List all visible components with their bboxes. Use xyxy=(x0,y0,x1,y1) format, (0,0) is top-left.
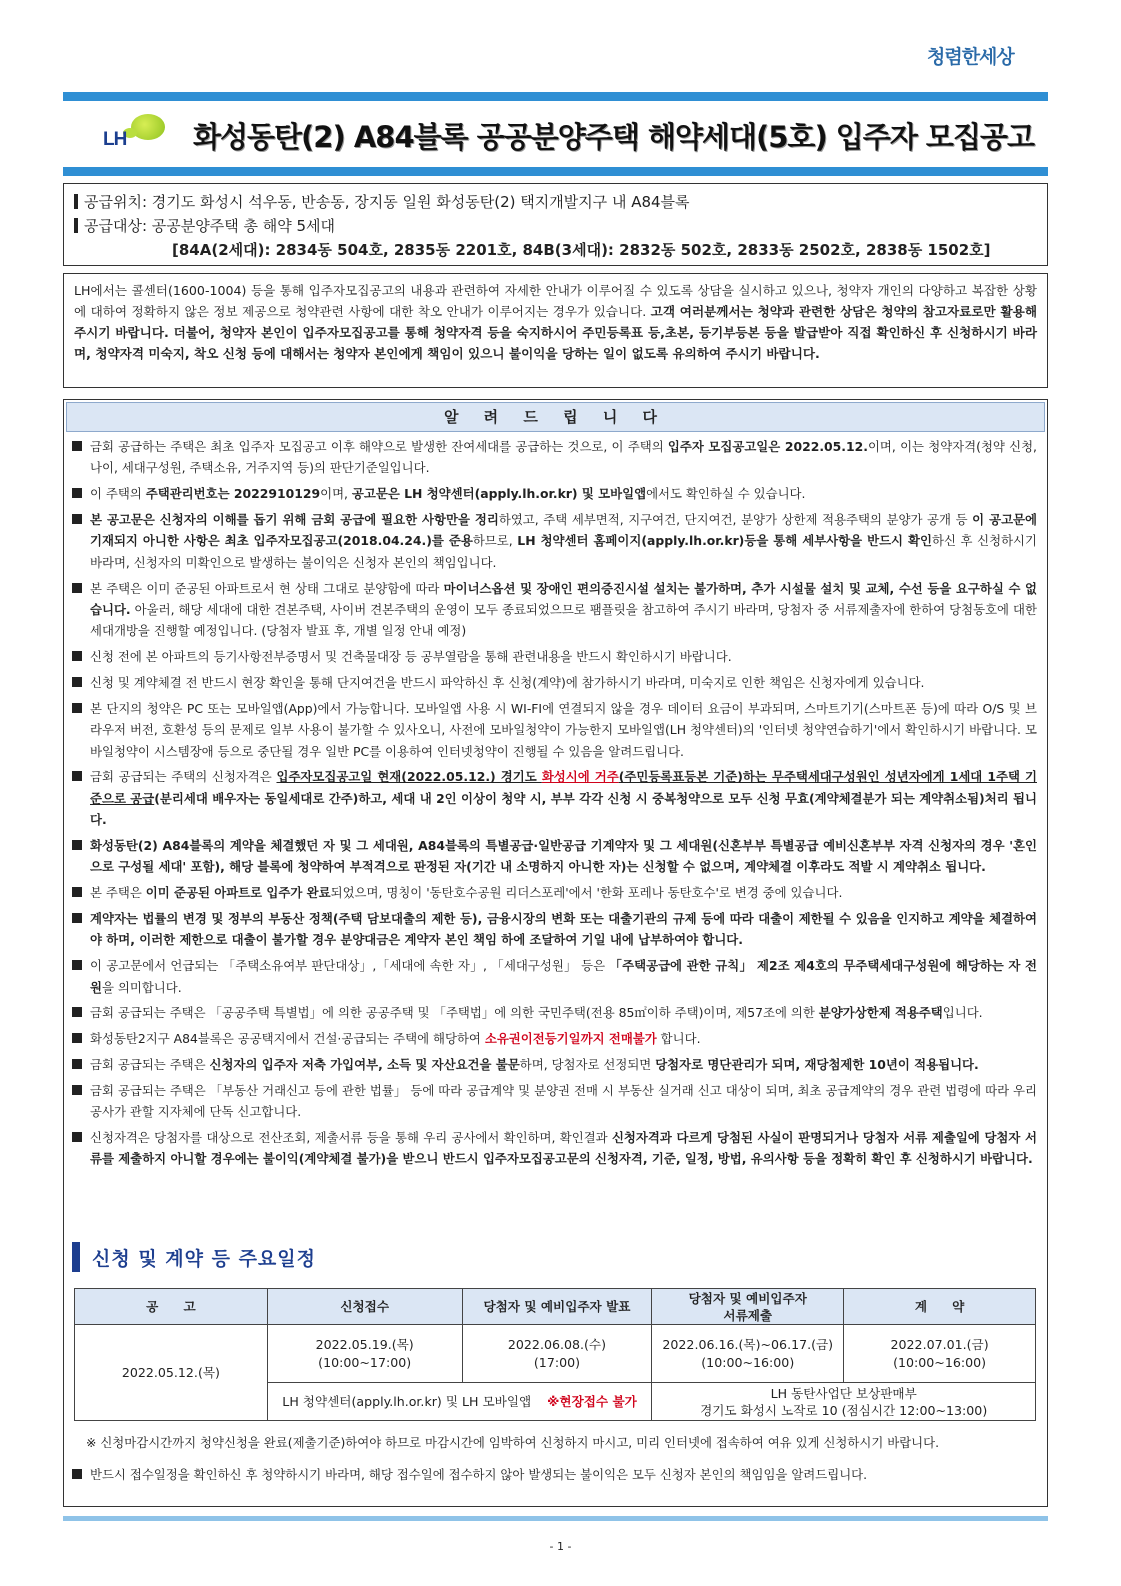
page-number: - 1 - xyxy=(549,1540,572,1553)
square-bullet-icon xyxy=(74,194,78,209)
footer-bar xyxy=(63,1516,1048,1521)
table-row: 2022.05.12.(목) 2022.05.19.(목) (10:00~17:00) 2022.06.08.(수) (17:00) 2022.06.16.(목)~06.17.(금) (10:00~16:00) 2022.07.01.(금) (10:00~16:00) xyxy=(75,1325,1036,1383)
square-bullet-icon xyxy=(72,703,82,713)
list-item: 이 주택의 주택관리번호는 2022910129이며, 공고문은 LH 청약센터(apply.lh.or.kr) 및 모바일앱에서도 확인하실 수 있습니다. xyxy=(72,483,1037,504)
list-item: 계약자는 법률의 변경 및 정부의 부동산 정책(주택 담보대출의 제한 등), 금융시장의 변화 또는 대출기관의 규제 등에 따라 대출이 제한될 수 있음을 인지하고 계약을 체결하여야 하며, 이러한 제한으로 대출이 불가할 경우 분양대금은 계약자 본인 책임 하에 조달하여 기일 내에 납부하여야 합니다. xyxy=(72,908,1037,951)
list-item: 화성동탄(2) A84블록의 계약을 체결했던 자 및 그 세대원, A84블록의 특별공급·일반공급 기계약자 및 그 세대원(신혼부부 특별공급 예비신혼부부 자격 신청자의 경우 '혼인으로 구성될 세대' 포함), 해당 블록에 청약하여 부적격으로 판정된 자(기간 내 소명하지 아니한 자)는 신청할 수 없으며, 계약체결 이후라도 적발 시 계약취소 됩니다. xyxy=(72,835,1037,878)
square-bullet-icon xyxy=(72,441,82,451)
square-bullet-icon xyxy=(72,677,82,687)
square-bullet-icon xyxy=(72,1085,82,1095)
list-item: 금회 공급하는 주택은 최초 입주자 모집공고 이후 해약으로 발생한 잔여세대를 공급하는 것으로, 이 주택의 입주자 모집공고일은 2022.05.12.이며, 이는 청약자격(청약 신청, 나이, 세대구성원, 주택소유, 거주지역 등)의 판단기준일입니다. xyxy=(72,436,1037,479)
square-bullet-icon xyxy=(72,1033,82,1043)
supply-target: 공급대상: 공공분양주택 총 해약 5세대 xyxy=(84,217,336,235)
list-item: 본 주택은 이미 준공된 아파트로서 현 상태 그대로 분양함에 따라 마이너스옵션 및 장애인 편의증진시설 설치는 불가하며, 추가 시설물 설치 및 교체, 수선 등을 요구하실 수 없습니다. 아울러, 해당 세대에 대한 견본주택, 사이버 견본주택의 운영이 모두 종료되었으므로 팸플릿을 참고하여 주시기 바라며, 당첨자 중 서류제출자에 한하여 당첨동호에 대한 세대개방을 진행할 예정입니다. (당첨자 발표 후, 개별 일정 안내 예정) xyxy=(72,578,1037,642)
list-item: 본 단지의 청약은 PC 또는 모바일앱(App)에서 가능합니다. 모바일앱 사용 시 WI-FI에 연결되지 않을 경우 데이터 요금이 부과되며, 스마트기기(스마트폰 등)에 따라 O/S 및 브라우저 버전, 호환성 등의 문제로 일부 사용이 불가할 수 있사오니, 사전에 모바일청약이 가능한지 모바일앱(LH 청약센터)의 '인터넷 청약연습하기'에서 확인하시기 바랍니다. 모바일청약이 시스템장애 등으로 중단될 경우 일반 PC를 이용하여 인터넷청약이 진행될 수 있음을 알려드립니다. xyxy=(72,698,1037,762)
square-bullet-icon xyxy=(72,887,82,897)
notice-heading: 알 려 드 립 니 다 xyxy=(66,402,1045,432)
square-bullet-icon xyxy=(74,218,78,233)
list-item: 신청 전에 본 아파트의 등기사항전부증명서 및 건축물대장 등 공부열람을 통해 관련내용을 반드시 확인하시기 바랍니다. xyxy=(72,646,1037,667)
square-bullet-icon xyxy=(72,771,82,781)
header-top-bar xyxy=(63,92,1048,101)
supply-location: 공급위치: 경기도 화성시 석우동, 반송동, 장지동 일원 화성동탄(2) 택지개발지구 내 A84블록 xyxy=(84,193,690,211)
schedule-heading: 신청 및 계약 등 주요일정 xyxy=(72,1241,316,1273)
square-bullet-icon xyxy=(72,514,82,524)
list-item: 반드시 접수일정을 확인하신 후 청약하시기 바라며, 해당 접수일에 접수하지 않아 발생되는 불이익은 모두 신청자 본인의 책임임을 알려드립니다. xyxy=(72,1464,1037,1485)
square-bullet-icon xyxy=(72,1469,82,1479)
square-bullet-icon xyxy=(72,1007,82,1017)
list-item: 신청 및 계약체결 전 반드시 현장 확인을 통해 단지여건을 반드시 파악하신 후 신청(계약)에 참가하시기 바라며, 미숙지로 인한 책임은 신청자에게 있습니다. xyxy=(72,672,1037,693)
brand-logo: 청렴한세상 xyxy=(927,46,1014,68)
notice-panel xyxy=(63,399,1048,1507)
schedule-footnote: ※ 신청마감시간까지 청약신청을 완료(제출기준)하여야 하므로 마감시간에 임박하여 신청하지 마시고, 미리 인터넷에 접속하여 여유 있게 신청하시기 바랍니다. xyxy=(86,1435,940,1450)
square-bullet-icon xyxy=(72,960,82,970)
square-bullet-icon xyxy=(72,840,82,850)
supply-units: [84A(2세대): 2834동 504호, 2835동 2201호, 84B(3세대): 2832동 502호, 2833동 2502호, 2838동 1502호] xyxy=(172,241,991,259)
square-bullet-icon xyxy=(72,583,82,593)
list-item: 금회 공급되는 주택의 신청자격은 입주자모집공고일 현재(2022.05.12.) 경기도 화성시에 거주(주민등록표등본 기준)하는 무주택세대구성원인 성년자에게 1세대 1주택 기준으로 공급(분리세대 배우자는 동일세대로 간주)하고, 세대 내 2인 이상이 청약 시, 부부 각각 신청 시 중복청약으로 모두 신청 무효(계약체결분가 되는 계약취소됨)처리 됩니다. xyxy=(72,766,1037,830)
square-bullet-icon xyxy=(72,651,82,661)
supply-info-box xyxy=(63,183,1048,266)
table-row: LH 청약센터(apply.lh.or.kr) 및 LH 모바일앱 ※현장접수 불가 LH 동탄사업단 보상판매부 경기도 화성시 노작로 10 (점심시간 12:00~13:00) xyxy=(75,1383,1036,1421)
square-bullet-icon xyxy=(72,1132,82,1142)
list-item: 금회 공급되는 주택은 신청자의 입주자 저축 가입여부, 소득 및 자산요건을 불문하며, 당첨자로 선정되면 당첨자로 명단관리가 되며, 재당첨제한 10년이 적용됩니다. xyxy=(72,1054,1037,1075)
lh-logo: LH xyxy=(101,110,193,160)
page-title: 화성동탄(2) A84블록 공공분양주택 해약세대(5호) 입주자 모집공고 xyxy=(193,119,1034,154)
list-item: 이 공고문에서 언급되는 「주택소유여부 판단대상」,「세대에 속한 자」, 「세대구성원」 등은 「주택공급에 관한 규칙」 제2조 제4호의 무주택세대구성원에 해당하는 자 전원을 의미합니다. xyxy=(72,955,1037,998)
square-bullet-icon xyxy=(72,1059,82,1069)
list-item: 신청자격은 당첨자를 대상으로 전산조회, 제출서류 등을 통해 우리 공사에서 확인하며, 확인결과 신청자격과 다르게 당첨된 사실이 판명되거나 당첨자 서류 제출일에 당첨자 서류를 제출하지 아니할 경우에는 불이익(계약체결 불가)을 받으니 반드시 입주자모집공고문의 신청자격, 기준, 일정, 방법, 유의사항 등을 정확히 확인 후 신청하시기 바랍니다. xyxy=(72,1127,1037,1170)
square-bullet-icon xyxy=(72,488,82,498)
intro-notice: LH에서는 콜센터(1600-1004) 등을 통해 입주자모집공고의 내용과 관련하여 자세한 안내가 이루어질 수 있도록 상담을 실시하고 있으나, 청약자 개인의 다양하고 복잡한 상황에 대하여 정확하지 않은 정보 제공으로 청약관련 사항에 대한 착오 안내가 이루어지는 경우가 있습니다. 고객 여러분께서는 청약과 관련한 상담은 청약의 참고자료로만 활용해 주시기 바랍니다. 더불어, 청약자 본인이 입주자모집공고를 통해 청약자격 등을 숙지하시어 주민등록표 등,초본, 등기부등본 등을 발급받아 직접 확인하신 후 신청하시기 바라며, 청약자격 미숙지, 착오 신청 등에 대해서는 청약자 본인에게 책임이 있으니 불이익을 당하는 일이 없도록 유의하여 주시기 바랍니다. xyxy=(63,273,1048,388)
table-row: 공 고 신청접수 당첨자 및 예비입주자 발표 당첨자 및 예비입주자 서류제출 계 약 xyxy=(75,1289,1036,1325)
heading-bar-icon xyxy=(72,1242,80,1272)
notice-list xyxy=(72,436,1037,1174)
title-row xyxy=(63,106,1048,164)
list-item: 화성동탄2지구 A84블록은 공공택지에서 건설·공급되는 주택에 해당하여 소유권이전등기일까지 전매불가 합니다. xyxy=(72,1028,1037,1049)
list-item: 본 공고문은 신청자의 이해를 돕기 위해 금회 공급에 필요한 사항만을 정리하였고, 주택 세부면적, 지구여건, 단지여건, 분양가 상한제 적용주택의 분양가 공개 등 이 공고문에 기재되지 아니한 사항은 최초 입주자모집공고(2018.04.24.)를 준용하므로, LH 청약센터 홈페이지(apply.lh.or.kr)등을 통해 세부사항을 반드시 확인하신 후 신청하시기 바라며, 신청자의 미확인으로 발생하는 불이익은 신청자 본인의 책임입니다. xyxy=(72,509,1037,573)
list-item: 금회 공급되는 주택은 「부동산 거래신고 등에 관한 법률」 등에 따라 공급계약 및 분양권 전매 시 부동산 실거래 신고 대상이 되며, 최초 공급계약의 경우 관련 법령에 따라 우리 공사가 관할 지자체에 단독 신고합니다. xyxy=(72,1080,1037,1123)
list-item: 본 주택은 이미 준공된 아파트로 입주가 완료되었으며, 명칭이 '동탄호수공원 리더스포레'에서 '한화 포레나 동탄호수'로 변경 중에 있습니다. xyxy=(72,882,1037,903)
header-bottom-bar xyxy=(63,167,1048,176)
schedule-table xyxy=(74,1288,1036,1421)
square-bullet-icon xyxy=(72,913,82,923)
list-item: 금회 공급되는 주택은 「공공주택 특별법」에 의한 공공주택 및 「주택법」에 의한 국민주택(전용 85㎡이하 주택)이며, 제57조에 의한 분양가상한제 적용주택입니다. xyxy=(72,1002,1037,1023)
